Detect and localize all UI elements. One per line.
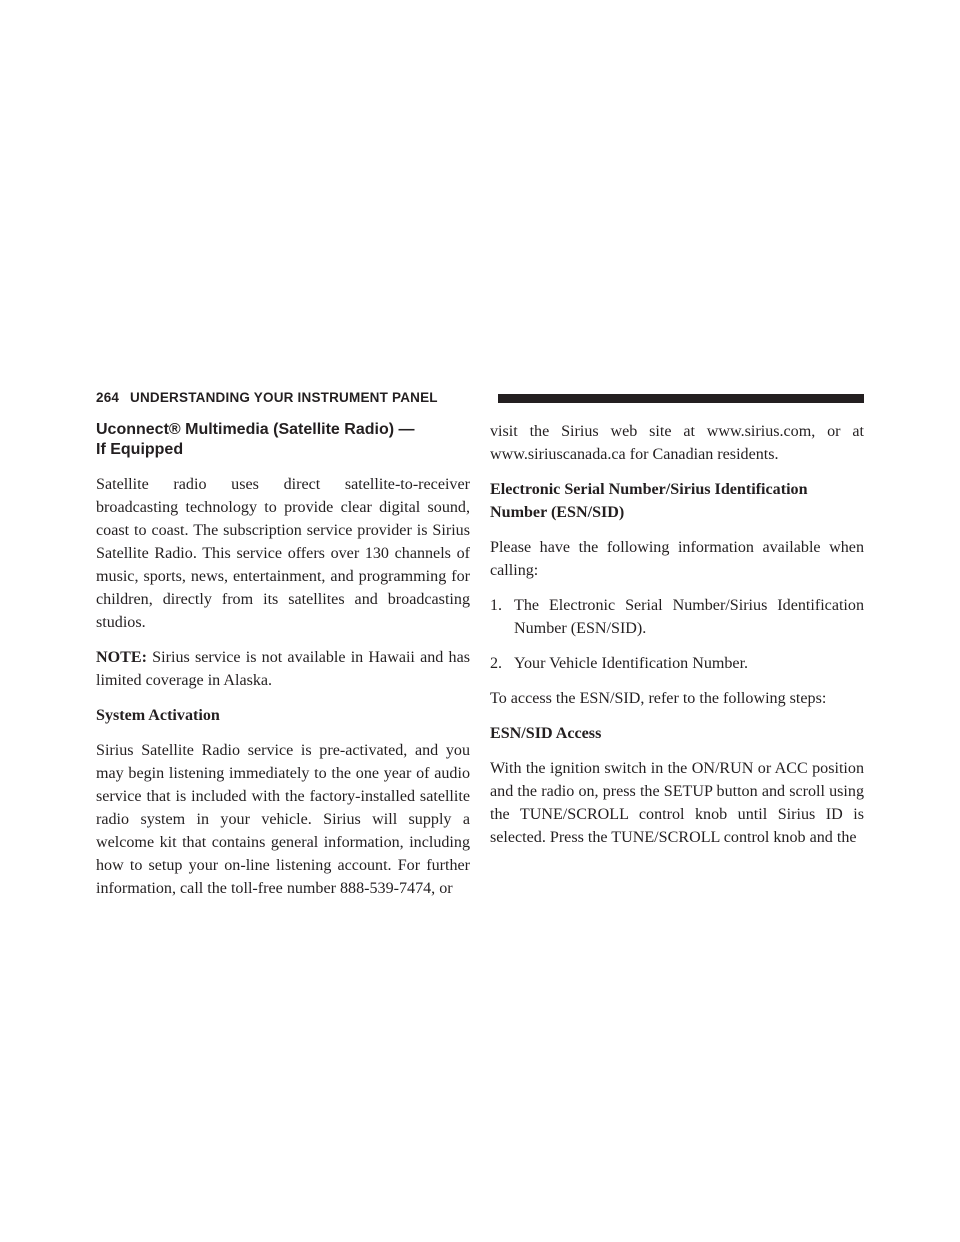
section-heading-line2: If Equipped [96, 441, 184, 458]
note-paragraph [96, 646, 470, 692]
esn-heading: Electronic Serial Number/Sirius Identification Number (ESN/SID) [490, 481, 808, 521]
list-item-text: Your Vehicle Identification Number. [514, 655, 749, 672]
intro-paragraph: Satellite radio uses direct satellite-to-receiver broadcasting technology to provide clear digital sound, coast to coast. The subscription service provider is Sirius Satellite Radio. This service offers over 130 channels of music, sports, news, entertainment, and programming for children, directly from its satellites and broadcasting studios. [96, 476, 470, 631]
access-heading: ESN/SID Access [490, 725, 602, 742]
list-item-text: The Electronic Serial Number/Sirius Identification Number (ESN/SID). [514, 597, 864, 637]
esn-intro-paragraph: Please have the following information available when calling: [490, 539, 864, 579]
note-text: Sirius service is not available in Hawaii and has limited coverage in Alaska. [96, 649, 470, 689]
page-header [96, 388, 864, 410]
right-column [490, 420, 864, 861]
section-heading [96, 420, 470, 460]
list-item [490, 594, 864, 640]
list-item [490, 652, 864, 675]
access-paragraph: With the ignition switch in the ON/RUN or ACC position and the radio on, press the SETUP button and scroll using the TUNE/SCROLL control knob until Sirius ID is selected. Press the TUNE/SCROLL control knob and the [490, 760, 864, 846]
page-number: 264 [96, 390, 120, 405]
access-intro-paragraph: To access the ESN/SID, refer to the following steps: [490, 690, 827, 707]
section-title: UNDERSTANDING YOUR INSTRUMENT PANEL [130, 390, 438, 405]
section-heading-line1: Uconnect® Multimedia (Satellite Radio) — [96, 421, 415, 438]
activation-heading: System Activation [96, 707, 220, 724]
activation-paragraph: Sirius Satellite Radio service is pre-activated, and you may begin listening immediately to the one year of audio service that is included with the factory-installed satellite radio system in your vehicle. Sirius will supply a welcome kit that contains general information, including how to setup your on-line listening account. For further information, call the toll-free number 888-539-7474, or [96, 742, 470, 897]
header-rule [498, 394, 864, 403]
left-column [96, 420, 470, 912]
list-item-number: 2. [490, 655, 503, 672]
note-label: NOTE: [96, 649, 147, 666]
continued-paragraph: visit the Sirius web site at www.sirius.com, or at www.siriuscanada.ca for Canadian residents. [490, 423, 864, 463]
list-item-number: 1. [490, 597, 503, 614]
